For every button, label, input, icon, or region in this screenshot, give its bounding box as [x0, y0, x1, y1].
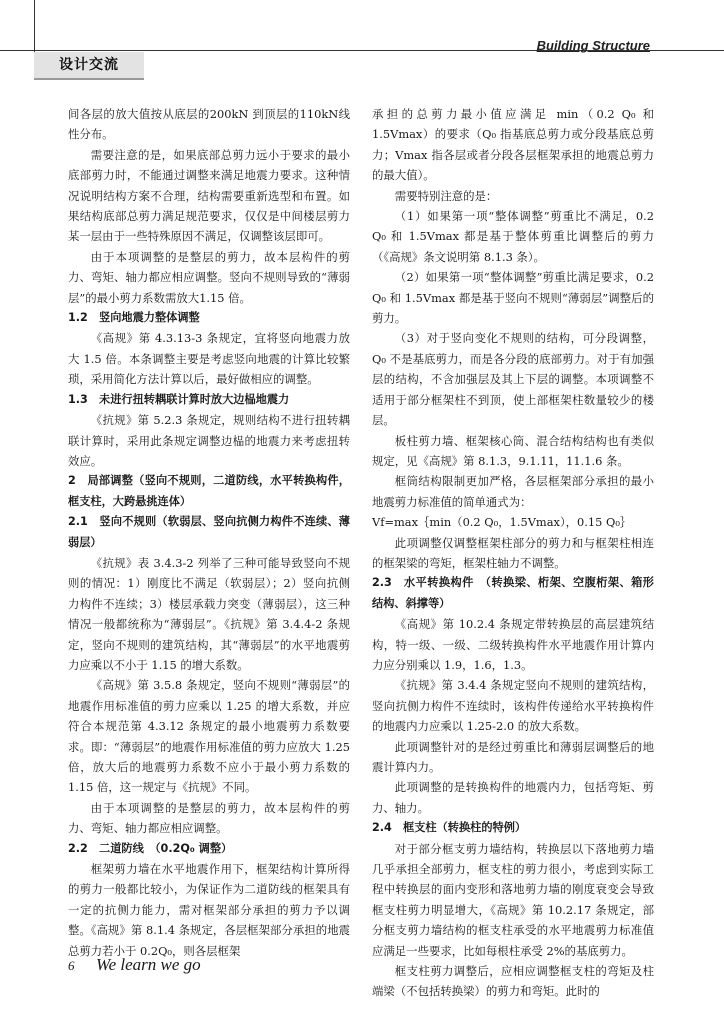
paragraph: 此项调整的是转换构件的地震内力，包括弯矩、剪力、轴力。 [372, 780, 654, 815]
paragraph: 承担的总剪力最小值应满足 min（0.2 Q₀ 和 1.5Vmax）的要求（Q₀ 指基底总剪力或分段基底总剪力；Vmax 指各层或者分段各层框架承担的地震总剪力的最大值）。 [372, 107, 654, 183]
section-heading: 2.1 竖向不规则（软弱层、竖向抗侧力构件不连续、薄弱层） [68, 515, 350, 549]
left-column [68, 104, 350, 961]
paragraph: 《抗规》表 3.4.3-2 列举了三种可能导致竖向不规则的情况：1）刚度比不满足（软弱层）；2）竖向抗侧力构件不连续；3）楼层承载力突变（薄弱层），这三种情况一般都统称为“薄弱层”。《抗规》第 3.4.4-2 条规定，竖向不规则的建筑结构，其“薄弱层”的水平地震剪力应乘以不小于 1.15 的增大系数。 [68, 555, 350, 672]
section-heading: 2 局部调整（竖向不规则，二道防线，水平转换构件，框支柱，大跨悬挑连体） [68, 474, 350, 508]
paragraph: 由于本项调整的是整层的剪力，故本层构件的剪力、弯矩、轴力都应相应调整。竖向不规则导致的“薄弱层”的最小剪力系数需放大1.15 倍。 [68, 249, 350, 305]
section-heading: 2.3 水平转换构件 （转换梁、桁架、空腹桁架、箱形结构、斜撑等） [372, 576, 654, 610]
section-heading: 1.2 竖向地震力整体调整 [68, 311, 200, 325]
paragraph: 需要注意的是，如果底部总剪力远小于要求的最小底部剪力时，不能通过调整来满足地震力要求。这种情况说明结构方案不合理，结构需要重新选型和布置。如果结构底部总剪力满足规范要求，仅仅是中间楼层剪力某一层由于一些特殊原因不满足，仅调整该层即可。 [68, 147, 350, 244]
paragraph: 此项调整仅调整框架柱部分的剪力和与框架柱相连的框架梁的弯矩，框架柱轴力不调整。 [372, 535, 654, 570]
paragraph: 框支柱剪力调整后，应相应调整框支柱的弯矩及柱端梁（不包括转换梁）的剪力和弯矩。此时的 [372, 964, 654, 999]
paragraph: 间各层的放大值按从底层的200kN 到顶层的110kN线性分布。 [68, 107, 350, 142]
paragraph: 由于本项调整的是整层的剪力，故本层构件的剪力、弯矩、轴力都应相应调整。 [68, 800, 350, 836]
section-heading: 2.2 二道防线 （0.2Q₀ 调整） [68, 841, 233, 855]
paragraph: （3）对于竖向变化不规则的结构，可分段调整，Q₀ 不是基底剪力，而是各分段的底部剪力。对于有加强层的结构，不含加强层及其上下层的调整。本项调整不适用于部分框架柱不到顶，使上部框架柱数量较少的楼层。 [372, 331, 654, 428]
paragraph: 《高规》第 4.3.13-3 条规定，宜将竖向地震力放大 1.5 倍。本条调整主要是考虑竖向地震的计算比较繁琐，采用简化方法计算以后，最好做相应的调整。 [68, 331, 350, 387]
paragraph: （1）如果第一项“整体调整”剪重比不满足，0.2 Q₀ 和 1.5Vmax 都是基于整体剪重比调整后的剪力（《高规》条文说明第 8.1.3 条）。 [372, 209, 654, 264]
footer-slogan: We learn we go [96, 955, 201, 974]
paragraph: 需要特别注意的是： [394, 188, 498, 203]
paragraph: 框筒结构限制更加严格，各层框架部分承担的最小地震剪力标准值的简单通式为： [372, 474, 654, 509]
journal-title: Building Structure [536, 38, 650, 53]
page-number: 6 [68, 958, 75, 973]
paragraph: 《高规》第 10.2.4 条规定带转换层的高层建筑结构，特一级、一级、二级转换构件水平地震作用计算内力应分别乘以 1.9，1.6，1.3。 [372, 617, 654, 672]
formula: Vf=max｛min（0.2 Q₀，1.5Vmax），0.15 Q₀｝ [372, 515, 632, 530]
right-column [372, 104, 654, 1002]
section-heading: 2.4 框支柱（转换柱的特例） [372, 821, 527, 835]
paragraph: 框架剪力墙在水平地震作用下，框架结构计算所得的剪力一般都比较小，为保证作为二道防线的框架具有一定的抗侧力能力，需对框架部分承担的剪力予以调整。《高规》第 8.1.4 条规定，各层框架部分承担的地震总剪力若小于 0.2Q₀，则各层框架 [68, 862, 350, 958]
paragraph: 《高规》第 3.5.8 条规定，竖向不规则“薄弱层”的地震作用标准值的剪力应乘以 1.25 的增大系数，并应符合本规范第 4.3.12 条规定的最小地震剪力系数要求。即：“薄弱层”的地震作用标准值的剪力应放大 1.25 倍，放大后的地震剪力系数不应小于最小剪力系数的 1.15 倍，这一规定与《抗规》不同。 [68, 678, 350, 795]
paragraph: 《抗规》第 5.2.3 条规定，规则结构不进行扭转耦联计算时，采用此条规定调整边榀的地震力来考虑扭转效应。 [68, 413, 350, 468]
section-heading: 1.3 未进行扭转耦联计算时放大边榀地震力 [68, 392, 290, 406]
section-tab: 设计交流 [34, 52, 144, 80]
paragraph: 《抗规》第 3.4.4 条规定竖向不规则的建筑结构，竖向抗侧力构件不连续时，该构件传递给水平转换构件的地震内力应乘以 1.25-2.0 的放大系数。 [372, 678, 654, 734]
paragraph: 此项调整针对的是经过剪重比和薄弱层调整后的地震计算内力。 [372, 739, 654, 774]
paragraph: 对于部分框支剪力墙结构，转换层以下落地剪力墙几乎承担全部剪力，框支柱的剪力很小，考虑到实际工程中转换层的面内变形和落地剪力墙的刚度衰变会导致框支柱剪力明显增大，《高规》第 10.2.17 条规定，部分框支剪力墙结构的框支柱承受的水平地震剪力标准值应满足一些要求，比如每根柱承受 2%的基底剪力。 [372, 841, 654, 958]
paragraph: （2）如果第一项“整体调整”剪重比满足要求，0.2 Q₀ 和 1.5Vmax 都是基于竖向不规则“薄弱层”调整后的剪力。 [372, 270, 654, 326]
paragraph: 板柱剪力墙、框架核心筒、混合结构结构也有类似规定，见《高规》第 8.1.3，9.1.11，11.1.6 条。 [372, 433, 654, 468]
